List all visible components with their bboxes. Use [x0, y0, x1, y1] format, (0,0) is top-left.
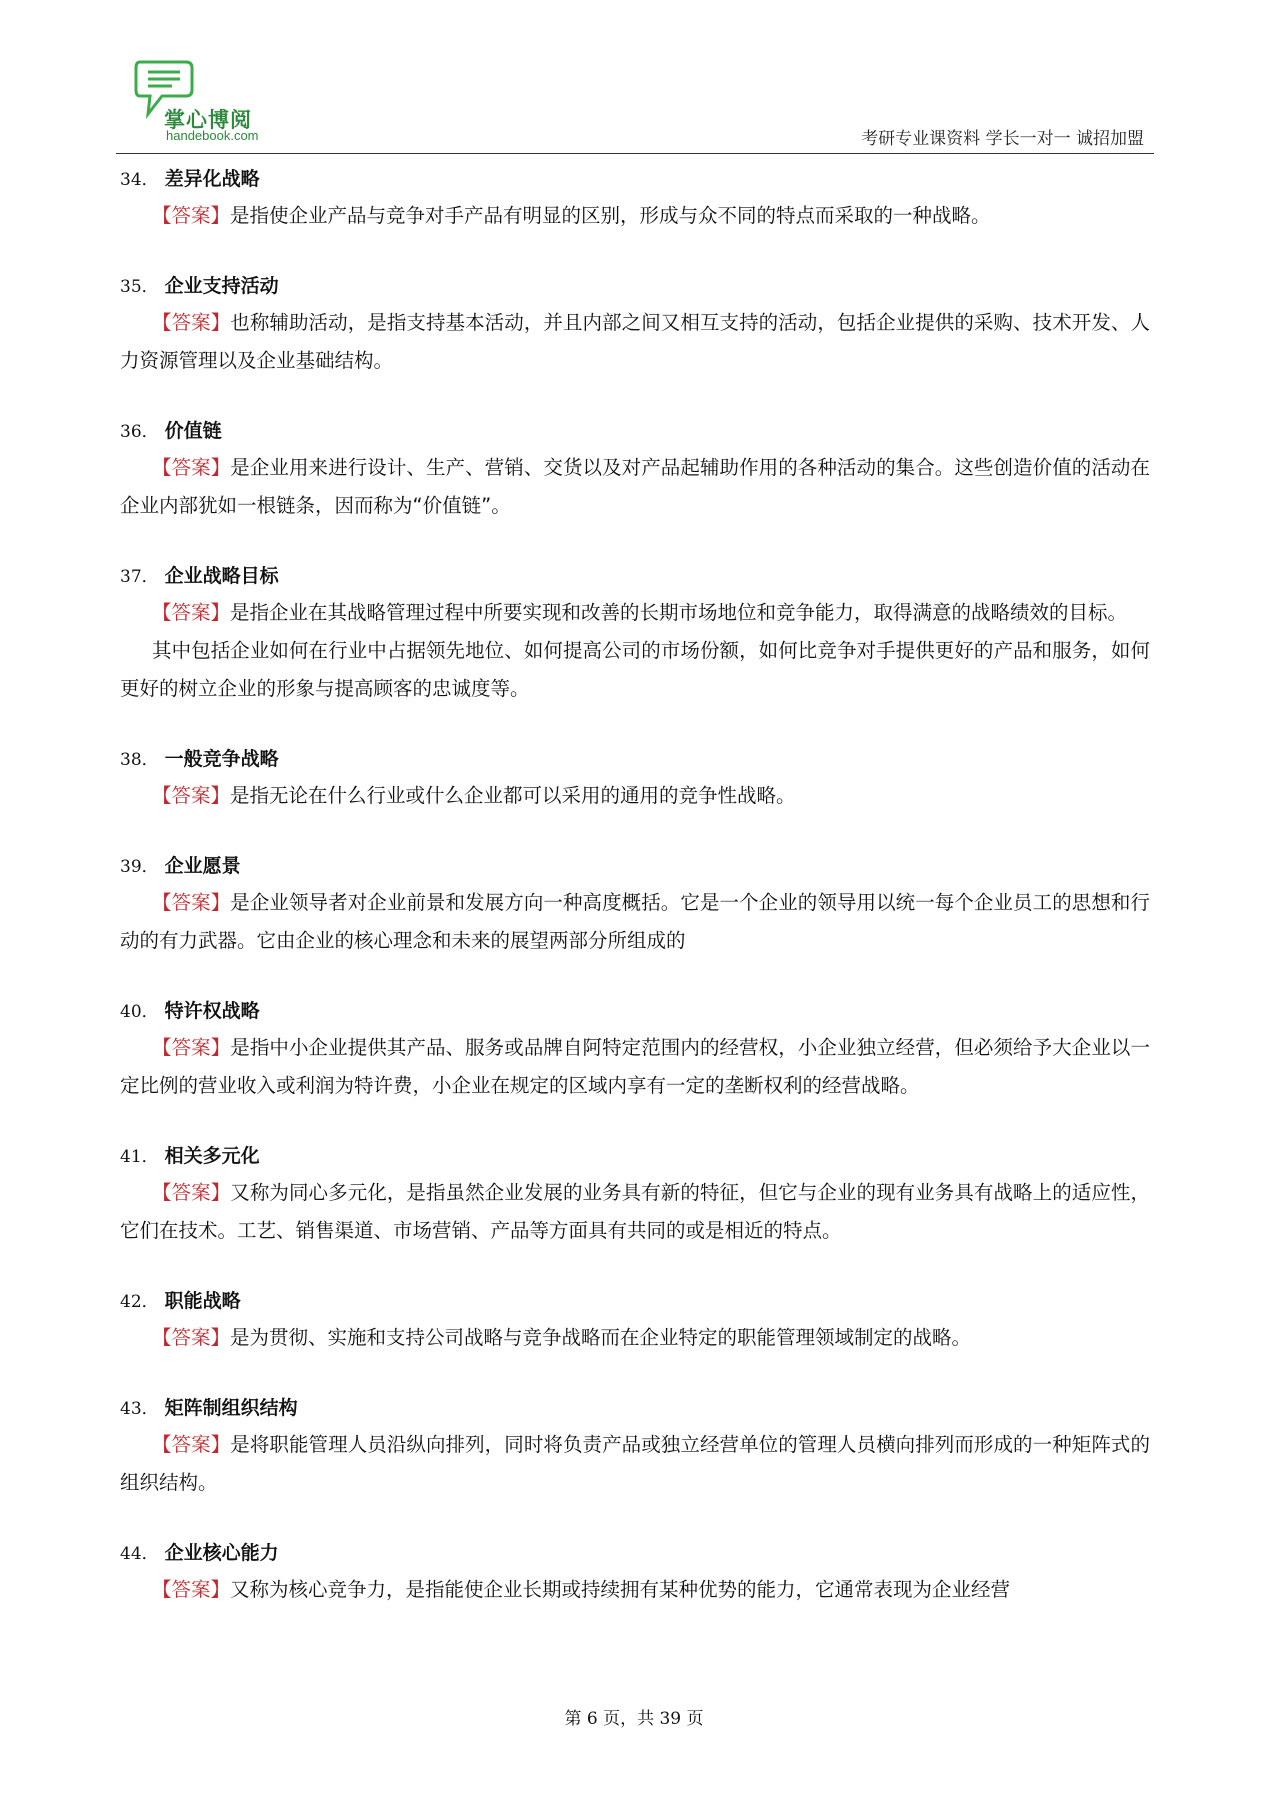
answer-paragraph [120, 1571, 1150, 1609]
header-divider [116, 153, 1154, 154]
answer-paragraph [120, 594, 1150, 632]
logo-text: 掌心博阅 [164, 108, 252, 132]
entry-term: 一般竞争战略 [164, 748, 279, 770]
entry-number: 35． [120, 277, 159, 297]
glossary-entry [120, 558, 1150, 708]
answer-text: 是指中小企业提供其产品、服务或品牌自阿特定范围内的经营权，小企业独立经营，但必须给予大企业以一定比例的营业收入或利润为特许费，小企业在规定的区域内享有一定的垄断权利的经营战略。 [120, 1036, 1150, 1097]
entry-heading [120, 1535, 1150, 1571]
answer-text: 是企业领导者对企业前景和发展方向一种高度概括。它是一个企业的领导用以统一每个企业员工的思想和行动的有力武器。它由企业的核心理念和未来的展望两部分所组成的 [120, 891, 1150, 952]
answer-paragraph [120, 1029, 1150, 1105]
entry-heading [120, 1138, 1150, 1174]
entry-number: 39． [120, 857, 159, 877]
answer-paragraph [120, 197, 1150, 235]
entry-heading [120, 413, 1150, 449]
answer-paragraph [120, 1426, 1150, 1502]
entry-term: 相关多元化 [164, 1145, 260, 1167]
glossary-entry [120, 1535, 1150, 1609]
answer-label: 【答案】 [152, 784, 231, 807]
entry-number: 38． [120, 750, 159, 770]
entry-term: 矩阵制组织结构 [164, 1397, 298, 1419]
answer-text: 是指企业在其战略管理过程中所要实现和改善的长期市场地位和竞争能力，取得满意的战略绩效的目标。 [230, 601, 1128, 624]
answer-paragraph [120, 884, 1150, 960]
entry-term: 差异化战略 [164, 168, 260, 190]
answer-text: 是指使企业产品与竞争对手产品有明显的区别，形成与众不同的特点而采取的一种战略。 [230, 204, 991, 227]
glossary-entry [120, 848, 1150, 960]
entry-heading [120, 161, 1150, 197]
answer-label: 【答案】 [152, 456, 231, 479]
glossary-entry [120, 413, 1150, 525]
logo-domain: handebook.com [166, 128, 259, 143]
answer-label: 【答案】 [152, 1433, 231, 1456]
header-slogan: 考研专业课资料 学长一对一 诚招加盟 [861, 129, 1144, 149]
answer-label: 【答案】 [152, 1036, 231, 1059]
glossary-list [120, 161, 1150, 1642]
entry-number: 42． [120, 1292, 159, 1312]
answer-text: 是为贯彻、实施和支持公司战略与竞争战略而在企业特定的职能管理领域制定的战略。 [230, 1326, 972, 1349]
glossary-entry [120, 161, 1150, 235]
entry-heading [120, 558, 1150, 594]
entry-heading [120, 993, 1150, 1029]
entry-number: 40． [120, 1002, 159, 1022]
entry-number: 36． [120, 422, 159, 442]
answer-paragraph [120, 1174, 1150, 1250]
answer-text: 也称辅助活动，是指支持基本活动，并且内部之间又相互支持的活动，包括企业提供的采购、技术开发、人力资源管理以及企业基础结构。 [120, 311, 1150, 372]
answer-label: 【答案】 [152, 1326, 231, 1349]
answer-text: 又称为同心多元化，是指虽然企业发展的业务具有新的特征，但它与企业的现有业务具有战略上的适应性，它们在技术。工艺、销售渠道、市场营销、产品等方面具有共同的或是相近的特点。 [120, 1181, 1150, 1242]
entry-number: 34． [120, 170, 159, 190]
entry-heading [120, 848, 1150, 884]
entry-term: 企业愿景 [164, 855, 241, 877]
entry-number: 44． [120, 1544, 159, 1564]
answer-paragraph [120, 1319, 1150, 1357]
entry-term: 企业战略目标 [164, 565, 279, 587]
entry-term: 价值链 [164, 420, 222, 442]
glossary-entry [120, 1283, 1150, 1357]
glossary-entry [120, 1390, 1150, 1502]
answer-label: 【答案】 [152, 891, 231, 914]
answer-text: 是将职能管理人员沿纵向排列，同时将负责产品或独立经营单位的管理人员横向排列而形成的一种矩阵式的组织结构。 [120, 1433, 1150, 1494]
entry-heading [120, 741, 1150, 777]
glossary-entry [120, 993, 1150, 1105]
entry-term: 职能战略 [164, 1290, 241, 1312]
answer-label: 【答案】 [152, 311, 231, 334]
glossary-entry [120, 268, 1150, 380]
answer-paragraph [120, 777, 1150, 815]
entry-number: 37． [120, 567, 159, 587]
continuation-paragraph [120, 632, 1150, 708]
entry-number: 41． [120, 1147, 159, 1167]
entry-number: 43． [120, 1399, 159, 1419]
entry-heading [120, 1390, 1150, 1426]
answer-text: 又称为核心竞争力，是指能使企业长期或持续拥有某种优势的能力，它通常表现为企业经营 [230, 1578, 1011, 1601]
answer-text: 是指无论在什么行业或什么企业都可以采用的通用的竞争性战略。 [230, 784, 796, 807]
answer-label: 【答案】 [152, 1181, 231, 1204]
entry-term: 企业支持活动 [164, 275, 279, 297]
page-number: 第 6 页，共 39 页 [564, 1709, 704, 1729]
entry-term: 企业核心能力 [164, 1542, 279, 1564]
entry-heading [120, 1283, 1150, 1319]
entry-term: 特许权战略 [164, 1000, 260, 1022]
entry-heading [120, 268, 1150, 304]
answer-label: 【答案】 [152, 1578, 231, 1601]
answer-text: 是企业用来进行设计、生产、营销、交货以及对产品起辅助作用的各种活动的集合。这些创造价值的活动在企业内部犹如一根链条，因而称为“价值链”。 [120, 456, 1150, 517]
glossary-entry [120, 741, 1150, 815]
answer-text: 其中包括企业如何在行业中占据领先地位、如何提高公司的市场份额，如何比竞争对手提供更好的产品和服务，如何更好的树立企业的形象与提高顾客的忠诚度等。 [120, 639, 1150, 700]
answer-paragraph [120, 304, 1150, 380]
answer-label: 【答案】 [152, 204, 231, 227]
glossary-entry [120, 1138, 1150, 1250]
answer-paragraph [120, 449, 1150, 525]
answer-label: 【答案】 [152, 601, 231, 624]
